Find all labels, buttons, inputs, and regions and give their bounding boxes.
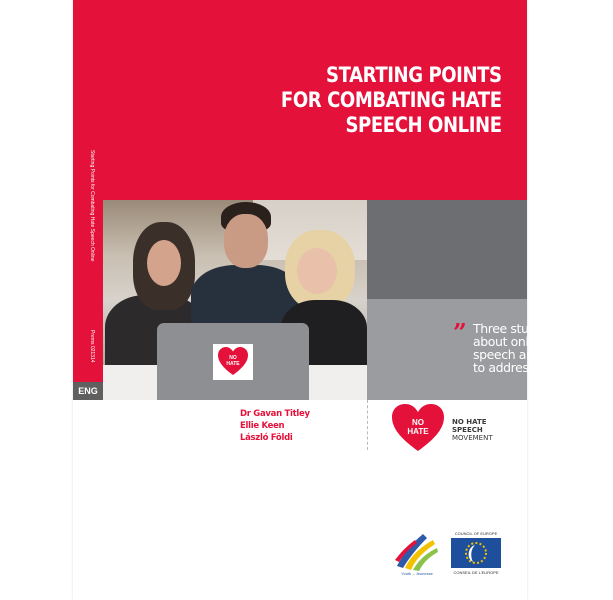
photo-person-center-face <box>224 214 268 268</box>
cover-photo <box>103 200 367 400</box>
spine-code: Prems 021314 <box>89 330 95 363</box>
sticker-line: HATE <box>226 361 240 367</box>
no-hate-heart-text <box>392 418 444 436</box>
cover-title <box>281 63 502 138</box>
youth-logo <box>393 530 439 572</box>
movement-name-line: SPEECH <box>452 426 483 434</box>
laptop-sticker-text <box>213 355 253 367</box>
council-of-europe-flag <box>451 538 501 568</box>
author-name: Dr Gavan Titley <box>240 409 310 419</box>
quote-icon: ” <box>453 318 467 347</box>
coe-name-en: COUNCIL OF EUROPE <box>454 531 498 536</box>
authors-list <box>240 408 310 444</box>
author-name: Ellie Keen <box>240 421 285 431</box>
publication-cover <box>73 0 577 600</box>
subtitle-line: speech and ways <box>473 347 575 362</box>
title-line: FOR COMBATING HATE <box>281 88 502 112</box>
youth-logo-text: Youth – Jeunesse <box>401 571 433 576</box>
author-name: László Földi <box>240 433 293 443</box>
subtitle-line: Three studies <box>473 321 553 336</box>
grey-panel <box>367 200 527 299</box>
heart-line: HATE <box>407 427 429 436</box>
photo-laptop <box>157 323 309 400</box>
photo-person-right-face <box>297 248 337 294</box>
photo-person-left-face <box>147 240 181 286</box>
movement-name-line: MOVEMENT <box>452 434 493 442</box>
spine-title: Starting Points for Combating Hate Speech Online <box>89 150 95 262</box>
language-badge: ENG <box>73 382 103 400</box>
heart-line: NO <box>412 418 424 427</box>
subtitle-line: about online hate <box>473 334 577 349</box>
cover-subtitle <box>473 322 613 374</box>
movement-name-line: NO HATE <box>452 418 487 426</box>
laptop-sticker <box>213 344 253 380</box>
coe-name-fr: CONSEIL DE L'EUROPE <box>453 570 499 575</box>
divider <box>367 400 368 450</box>
subtitle-line: to address it <box>473 360 546 375</box>
title-band <box>103 0 527 200</box>
title-line: SPEECH ONLINE <box>345 113 502 137</box>
title-line: STARTING POINTS <box>326 63 502 87</box>
sticker-line: NO <box>229 355 237 361</box>
cover-spine <box>73 0 103 400</box>
coe-emblem-icon <box>451 538 501 568</box>
movement-name <box>452 418 493 442</box>
